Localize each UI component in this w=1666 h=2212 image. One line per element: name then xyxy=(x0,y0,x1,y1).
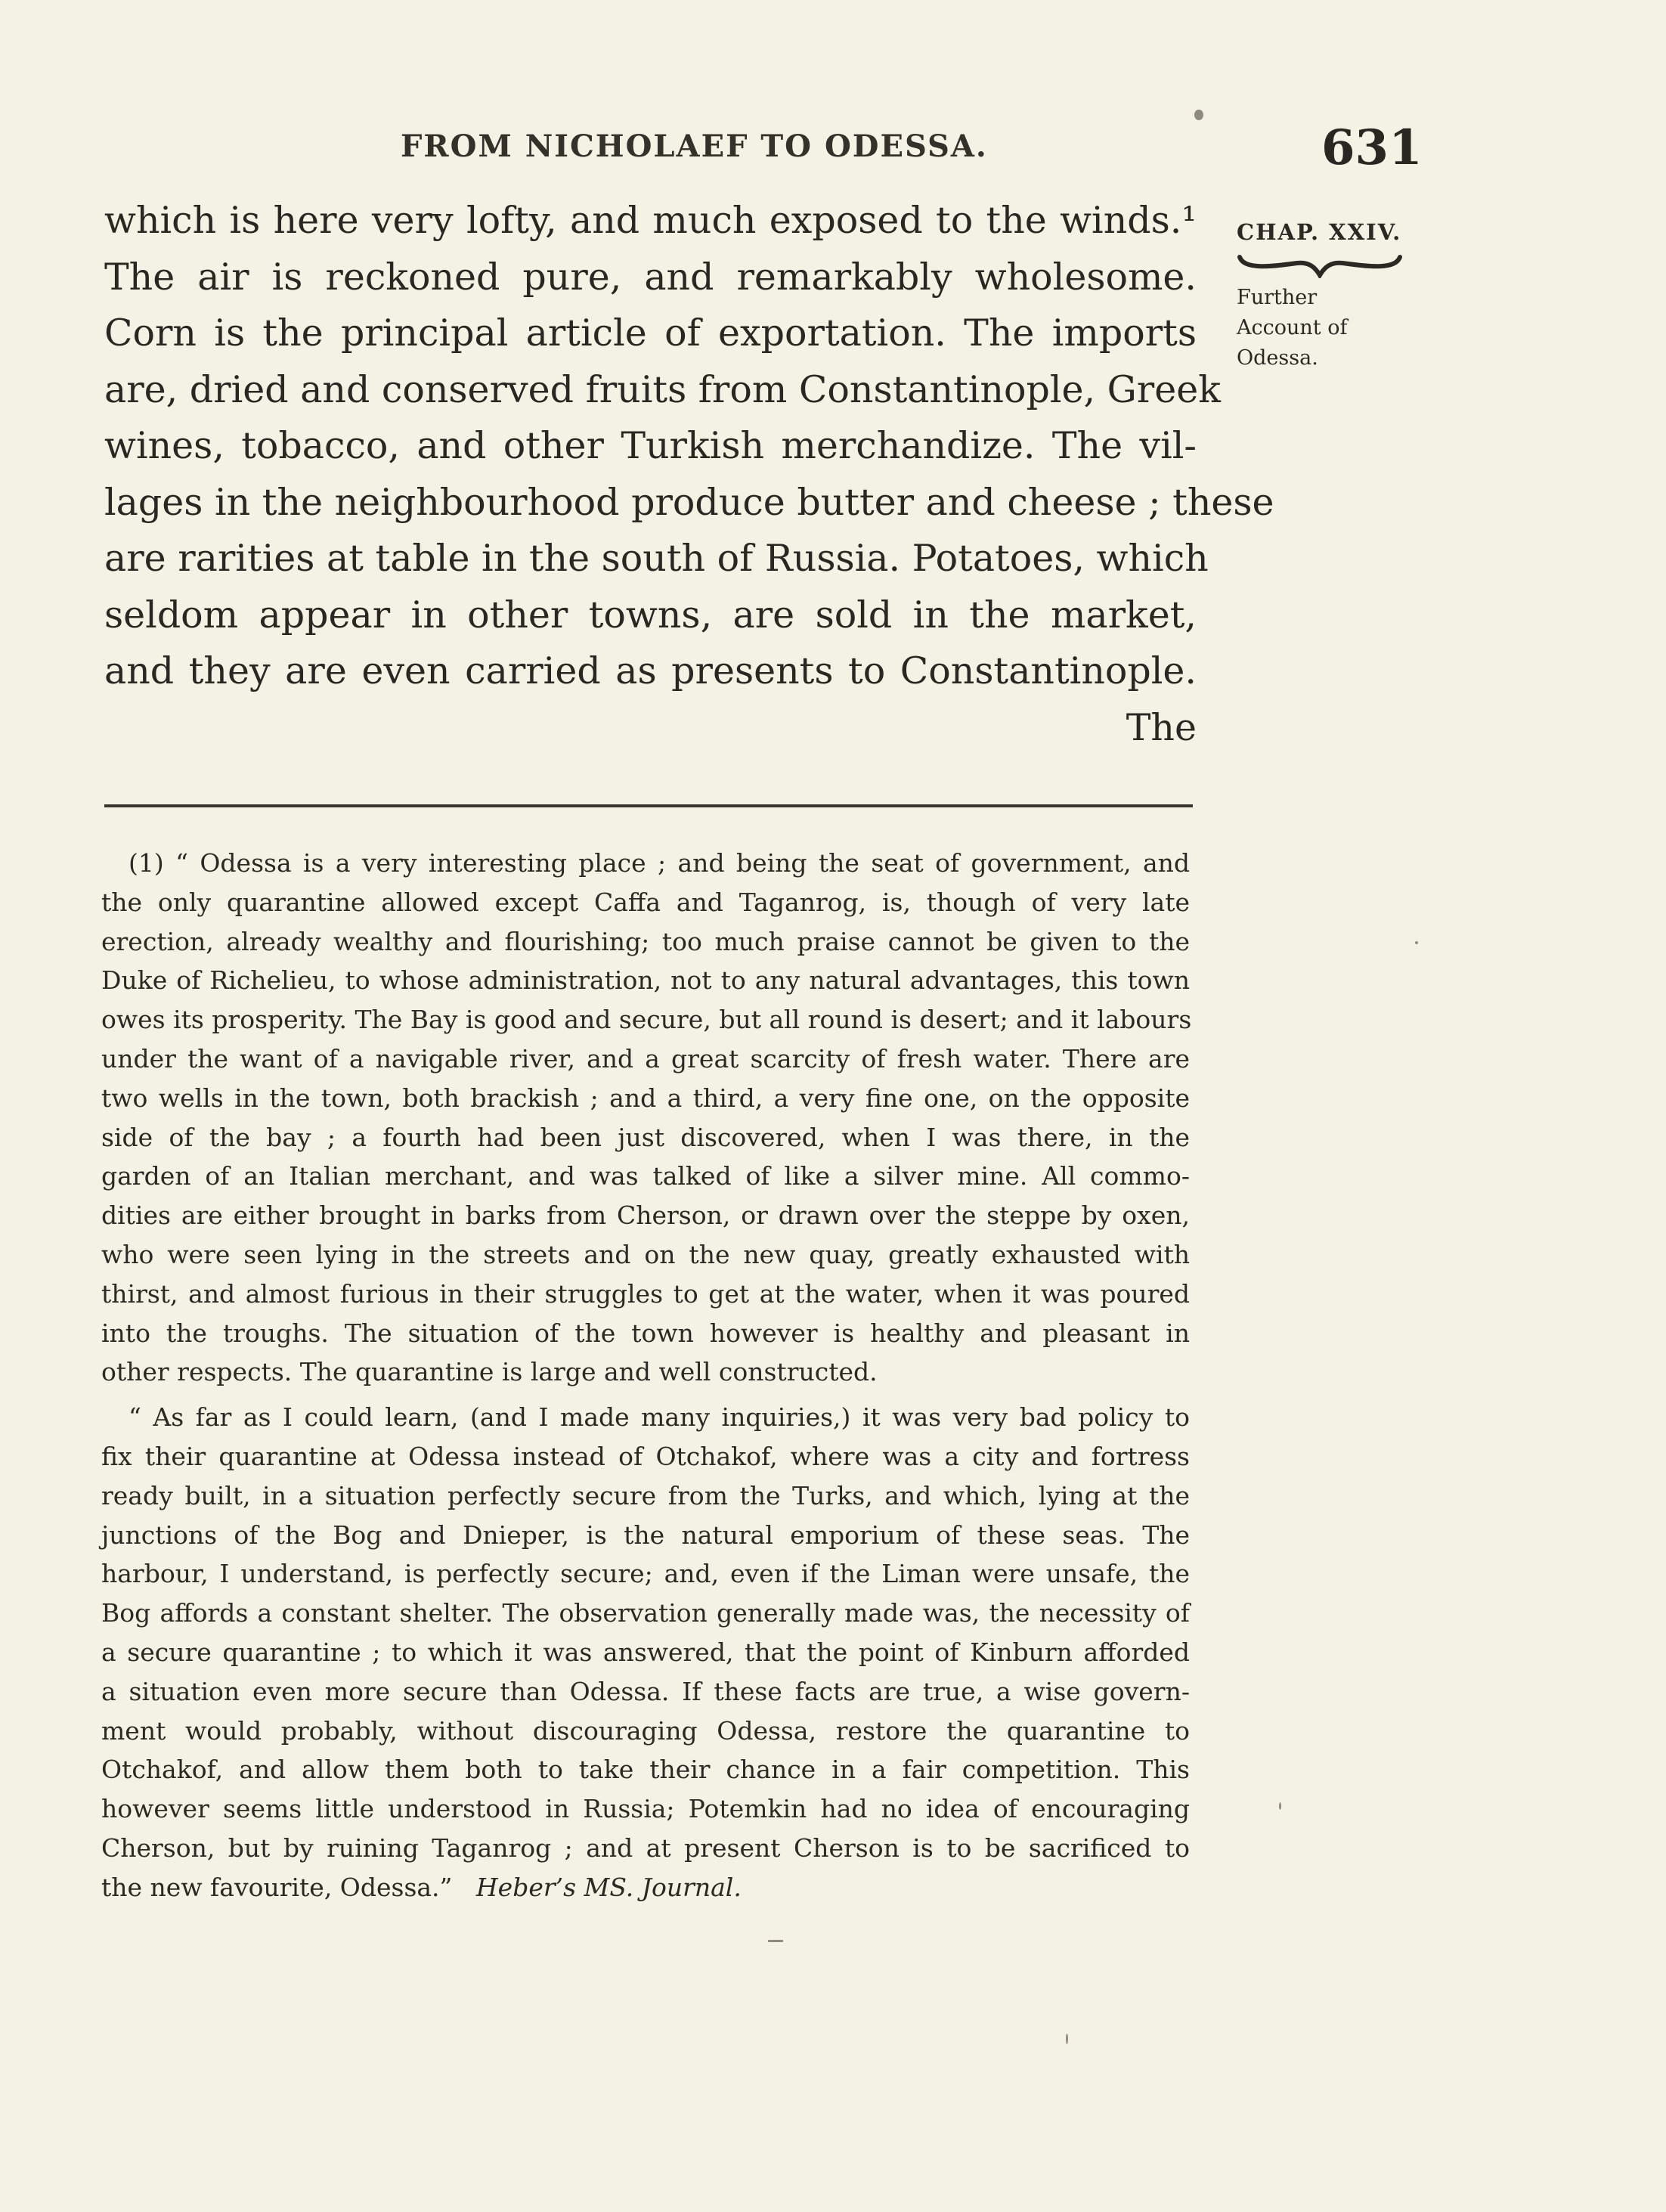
footnote-line: under the want of a navigable river, and a great scarcity of fresh water. There are xyxy=(101,1043,1190,1073)
margin-desc-line: Account of xyxy=(1237,316,1348,339)
footnote-line: dities are either brought in barks from Cherson, or drawn over the steppe by oxen, xyxy=(101,1200,1190,1231)
chapter-label: CHAP. XXIV. xyxy=(1237,219,1402,245)
footnote-line: Otchakof, and allow them both to take their chance in a fair competition. This xyxy=(101,1755,1190,1785)
footnote-line: side of the bay ; a fourth had been just discovered, when I was there, in the xyxy=(101,1122,1190,1152)
paper-speck xyxy=(1066,2034,1068,2044)
text-line: lages in the neighbourhood produce butter and cheese ; these xyxy=(104,480,1274,524)
footnote-line: ment would probably, without discouraging Odessa, restore the quarantine to xyxy=(101,1715,1190,1746)
margin-desc-line: Odessa. xyxy=(1237,346,1318,370)
text-line: are, dried and conserved fruits from Constantinople, Greek xyxy=(104,367,1221,411)
footnote-line: ready built, in a situation perfectly secure from the Turks, and which, lying at the xyxy=(101,1480,1190,1510)
footnote-line: however seems little understood in Russia; Potemkin had no idea of encouraging xyxy=(101,1794,1190,1824)
footnote-line: a situation even more secure than Odessa. If these facts are true, a wise govern- xyxy=(101,1676,1190,1706)
footnote-rule xyxy=(104,804,1193,807)
footnote xyxy=(101,844,1190,1907)
text-line: and they are even carried as presents to Constantinople. xyxy=(104,649,1197,692)
footnote-line: into the troughs. The situation of the town however is healthy and pleasant in xyxy=(101,1318,1190,1348)
footnote-line: harbour, I understand, is perfectly secure; and, even if the Liman were unsafe, the xyxy=(101,1559,1190,1589)
margin-note xyxy=(1237,219,1418,373)
text-line: Corn is the principal article of exportation. The imports xyxy=(104,311,1197,355)
paper-speck xyxy=(1279,1802,1281,1810)
page-number: 631 xyxy=(1321,119,1423,176)
footnote-line: Cherson, but by ruining Taganrog ; and at present Cherson is to be sacrificed to xyxy=(101,1832,1190,1863)
footnote-line: (1) “ Odessa is a very interesting place ; and being the seat of government, and xyxy=(129,848,1190,878)
text-line: wines, tobacco, and other Turkish merchandize. The vil- xyxy=(104,424,1197,467)
paper-speck xyxy=(1194,110,1203,120)
running-title: FROM NICHOLAEF TO ODESSA. xyxy=(401,129,988,164)
footnote-line: garden of an Italian merchant, and was talked of like a silver mine. All commo- xyxy=(101,1161,1190,1191)
footnote-line: junctions of the Bog and Dnieper, is the natural emporium of these seas. The xyxy=(101,1520,1190,1550)
main-text xyxy=(104,193,1274,756)
text-line: seldom appear in other towns, are sold in the market, xyxy=(104,593,1197,637)
paper-speck xyxy=(768,1940,783,1942)
text-line: which is here very lofty, and much exposed to the winds.¹ xyxy=(104,199,1197,242)
footnote-line: a secure quarantine ; to which it was answered, that the point of Kinburn afforded xyxy=(101,1637,1190,1667)
paper-speck xyxy=(1415,941,1418,944)
footnote-line: erection, already wealthy and flourishing; too much praise cannot be given to the xyxy=(101,926,1190,956)
footnote-line: Duke of Richelieu, to whose administration, not to any natural advantages, this town xyxy=(101,965,1190,996)
footnote-line: who were seen lying in the streets and on the new quay, greatly exhausted with xyxy=(101,1239,1190,1269)
text-line: are rarities at table in the south of Russia. Potatoes, which xyxy=(104,537,1209,580)
footnote-line: owes its prosperity. The Bay is good and secure, but all round is desert; and it labours xyxy=(101,1005,1192,1035)
footnote-line: other respects. The quarantine is large and well constructed. xyxy=(101,1357,878,1387)
text-line: The air is reckoned pure, and remarkably wholesome. xyxy=(104,255,1197,299)
catchword: The xyxy=(1126,705,1197,749)
footnote-last-line xyxy=(101,1868,1190,1907)
footnote-line: two wells in the town, both brackish ; and a third, a very fine one, on the opposite xyxy=(101,1083,1190,1113)
curly-brace-icon xyxy=(1237,251,1403,278)
margin-description xyxy=(1237,283,1418,373)
footnote-line: the only quarantine allowed except Caffa and Taganrog, is, though of very late xyxy=(101,887,1190,917)
footnote-closing-text: the new favourite, Odessa.” xyxy=(101,1872,453,1902)
footnote-line: thirst, and almost furious in their struggles to get at the water, when it was poured xyxy=(101,1278,1190,1309)
footnote-line: Bog affords a constant shelter. The observation generally made was, the necessity of xyxy=(101,1598,1190,1628)
footnote-line: fix their quarantine at Odessa instead of Otchakof, where was a city and fortress xyxy=(101,1441,1190,1471)
margin-desc-line: Further xyxy=(1237,286,1318,309)
footnote-line: “ As far as I could learn, (and I made many inquiries,) it was very bad policy to xyxy=(129,1402,1190,1433)
footnote-signature: Heber’s MS. Journal. xyxy=(475,1872,742,1902)
